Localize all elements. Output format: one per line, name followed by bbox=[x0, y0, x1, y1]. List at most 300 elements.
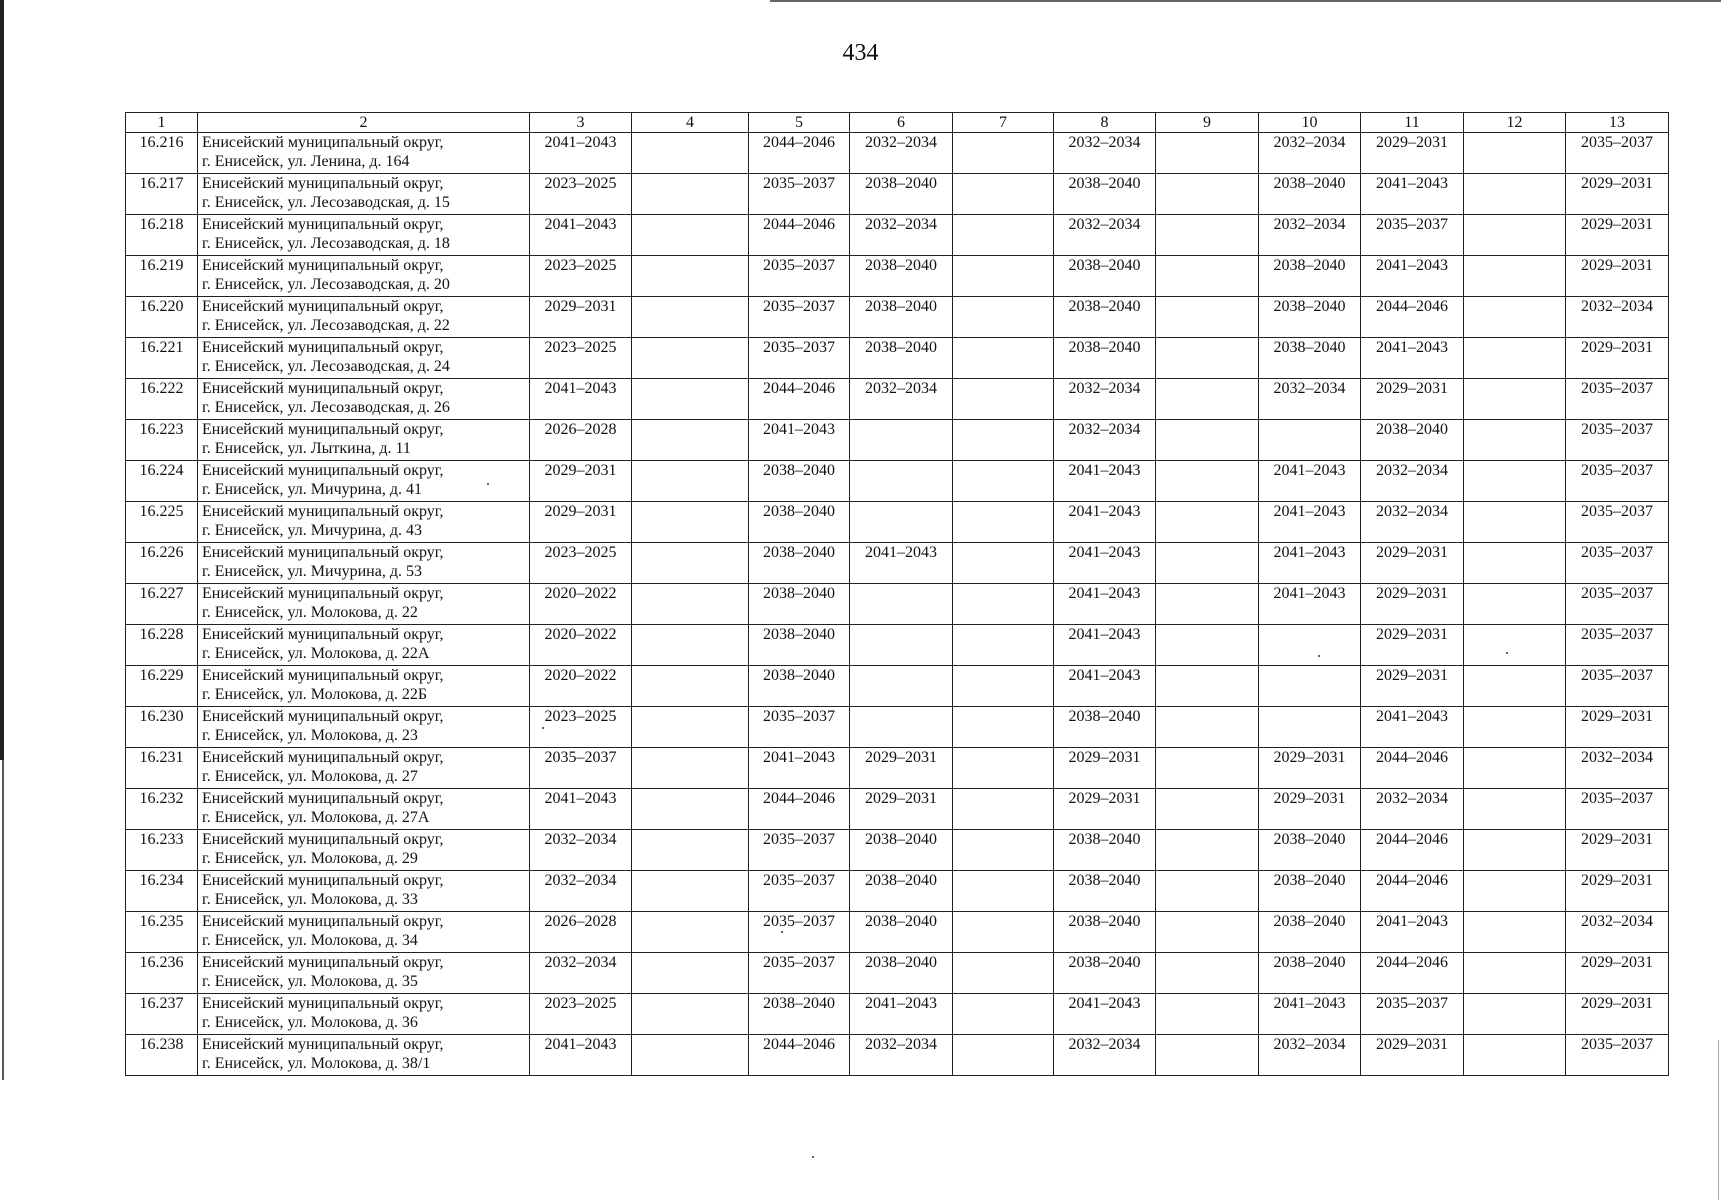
period-cell-col-4 bbox=[632, 1035, 749, 1076]
period-cell-col-4 bbox=[632, 789, 749, 830]
period-cell-col-10: 2038–2040 bbox=[1259, 953, 1361, 994]
period-cell-col-12 bbox=[1464, 133, 1566, 174]
period-cell-col-12 bbox=[1464, 1035, 1566, 1076]
period-cell-col-5: 2044–2046 bbox=[749, 1035, 850, 1076]
address-cell bbox=[198, 338, 530, 379]
period-cell-col-4 bbox=[632, 625, 749, 666]
address-street: г. Енисейск, ул. Молокова, д. 22А bbox=[202, 645, 430, 662]
period-cell-col-7 bbox=[953, 256, 1054, 297]
period-cell-col-5: 2044–2046 bbox=[749, 379, 850, 420]
period-cell-col-6: 2032–2034 bbox=[850, 133, 953, 174]
period-cell-col-4 bbox=[632, 215, 749, 256]
scan-edge-top bbox=[770, 0, 1721, 2]
period-cell-col-5: 2035–2037 bbox=[749, 256, 850, 297]
period-cell-col-9 bbox=[1156, 420, 1259, 461]
period-cell-col-13: 2029–2031 bbox=[1566, 256, 1669, 297]
table-row bbox=[126, 502, 1669, 543]
row-number-cell: 16.223 bbox=[126, 420, 198, 461]
address-cell bbox=[198, 584, 530, 625]
period-cell-col-10: 2032–2034 bbox=[1259, 379, 1361, 420]
period-cell-col-12 bbox=[1464, 666, 1566, 707]
period-cell-col-9 bbox=[1156, 748, 1259, 789]
period-cell-col-11: 2029–2031 bbox=[1361, 625, 1464, 666]
period-cell-col-7 bbox=[953, 502, 1054, 543]
table-row bbox=[126, 215, 1669, 256]
schedule-table bbox=[125, 112, 1669, 1076]
period-cell-col-6: 2038–2040 bbox=[850, 174, 953, 215]
scan-speck bbox=[1506, 652, 1508, 654]
address-cell bbox=[198, 461, 530, 502]
period-cell-col-5: 2038–2040 bbox=[749, 461, 850, 502]
row-number-cell: 16.230 bbox=[126, 707, 198, 748]
period-cell-col-7 bbox=[953, 666, 1054, 707]
period-cell-col-5: 2038–2040 bbox=[749, 625, 850, 666]
period-cell-col-9 bbox=[1156, 502, 1259, 543]
period-cell-col-4 bbox=[632, 994, 749, 1035]
period-cell-col-13: 2032–2034 bbox=[1566, 297, 1669, 338]
table-row bbox=[126, 953, 1669, 994]
period-cell-col-13: 2035–2037 bbox=[1566, 1035, 1669, 1076]
address-street: г. Енисейск, ул. Лесозаводская, д. 22 bbox=[202, 317, 450, 334]
address-cell bbox=[198, 256, 530, 297]
address-street: г. Енисейск, ул. Молокова, д. 27 bbox=[202, 768, 418, 785]
period-cell-col-6: 2029–2031 bbox=[850, 789, 953, 830]
period-cell-col-12 bbox=[1464, 461, 1566, 502]
address-street: г. Енисейск, ул. Лесозаводская, д. 20 bbox=[202, 276, 450, 293]
period-cell-col-3: 2026–2028 bbox=[530, 912, 632, 953]
row-number-cell: 16.236 bbox=[126, 953, 198, 994]
column-header-11: 11 bbox=[1361, 113, 1464, 133]
period-cell-col-7 bbox=[953, 912, 1054, 953]
period-cell-col-11: 2041–2043 bbox=[1361, 912, 1464, 953]
period-cell-col-7 bbox=[953, 953, 1054, 994]
period-cell-col-7 bbox=[953, 338, 1054, 379]
period-cell-col-12 bbox=[1464, 543, 1566, 584]
column-header-13: 13 bbox=[1566, 113, 1669, 133]
period-cell-col-3: 2041–2043 bbox=[530, 789, 632, 830]
table-row bbox=[126, 912, 1669, 953]
period-cell-col-12 bbox=[1464, 912, 1566, 953]
period-cell-col-4 bbox=[632, 871, 749, 912]
period-cell-col-6: 2041–2043 bbox=[850, 543, 953, 584]
period-cell-col-3: 2023–2025 bbox=[530, 256, 632, 297]
period-cell-col-7 bbox=[953, 215, 1054, 256]
address-street: г. Енисейск, ул. Молокова, д. 23 bbox=[202, 727, 418, 744]
period-cell-col-6 bbox=[850, 625, 953, 666]
address-cell bbox=[198, 543, 530, 584]
period-cell-col-3: 2023–2025 bbox=[530, 994, 632, 1035]
period-cell-col-13: 2029–2031 bbox=[1566, 830, 1669, 871]
page-number: 434 bbox=[842, 40, 879, 66]
period-cell-col-6: 2038–2040 bbox=[850, 912, 953, 953]
period-cell-col-11: 2029–2031 bbox=[1361, 543, 1464, 584]
table-row bbox=[126, 748, 1669, 789]
period-cell-col-13: 2035–2037 bbox=[1566, 625, 1669, 666]
period-cell-col-8: 2038–2040 bbox=[1054, 707, 1156, 748]
period-cell-col-10: 2032–2034 bbox=[1259, 215, 1361, 256]
row-number-cell: 16.231 bbox=[126, 748, 198, 789]
period-cell-col-11: 2041–2043 bbox=[1361, 174, 1464, 215]
address-district: Енисейский муниципальный округ, bbox=[202, 585, 444, 602]
period-cell-col-3: 2029–2031 bbox=[530, 297, 632, 338]
period-cell-col-6: 2038–2040 bbox=[850, 953, 953, 994]
row-number-cell: 16.226 bbox=[126, 543, 198, 584]
period-cell-col-11: 2029–2031 bbox=[1361, 379, 1464, 420]
period-cell-col-10: 2038–2040 bbox=[1259, 871, 1361, 912]
address-cell bbox=[198, 502, 530, 543]
period-cell-col-11: 2044–2046 bbox=[1361, 748, 1464, 789]
address-street: г. Енисейск, ул. Лесозаводская, д. 26 bbox=[202, 399, 450, 416]
period-cell-col-3: 2029–2031 bbox=[530, 461, 632, 502]
table-row bbox=[126, 666, 1669, 707]
period-cell-col-13: 2032–2034 bbox=[1566, 748, 1669, 789]
period-cell-col-13: 2035–2037 bbox=[1566, 789, 1669, 830]
period-cell-col-7 bbox=[953, 174, 1054, 215]
period-cell-col-10: 2029–2031 bbox=[1259, 789, 1361, 830]
period-cell-col-3: 2023–2025 bbox=[530, 174, 632, 215]
period-cell-col-12 bbox=[1464, 379, 1566, 420]
period-cell-col-5: 2035–2037 bbox=[749, 707, 850, 748]
period-cell-col-9 bbox=[1156, 215, 1259, 256]
period-cell-col-3: 2023–2025 bbox=[530, 543, 632, 584]
period-cell-col-8: 2038–2040 bbox=[1054, 256, 1156, 297]
address-street: г. Енисейск, ул. Молокова, д. 29 bbox=[202, 850, 418, 867]
period-cell-col-8: 2032–2034 bbox=[1054, 420, 1156, 461]
address-district: Енисейский муниципальный округ, bbox=[202, 954, 444, 971]
period-cell-col-7 bbox=[953, 1035, 1054, 1076]
period-cell-col-5: 2038–2040 bbox=[749, 584, 850, 625]
period-cell-col-10: 2038–2040 bbox=[1259, 912, 1361, 953]
scan-edge-left-lower bbox=[2, 760, 4, 1080]
period-cell-col-4 bbox=[632, 912, 749, 953]
period-cell-col-6 bbox=[850, 666, 953, 707]
period-cell-col-4 bbox=[632, 338, 749, 379]
row-number-cell: 16.220 bbox=[126, 297, 198, 338]
row-number-cell: 16.235 bbox=[126, 912, 198, 953]
address-district: Енисейский муниципальный округ, bbox=[202, 544, 444, 561]
address-cell bbox=[198, 953, 530, 994]
period-cell-col-7 bbox=[953, 461, 1054, 502]
period-cell-col-3: 2041–2043 bbox=[530, 133, 632, 174]
period-cell-col-12 bbox=[1464, 420, 1566, 461]
period-cell-col-11: 2032–2034 bbox=[1361, 502, 1464, 543]
period-cell-col-13: 2029–2031 bbox=[1566, 174, 1669, 215]
address-district: Енисейский муниципальный округ, bbox=[202, 708, 444, 725]
address-street: г. Енисейск, ул. Молокова, д. 22Б bbox=[202, 686, 428, 703]
period-cell-col-10: 2038–2040 bbox=[1259, 338, 1361, 379]
period-cell-col-8: 2038–2040 bbox=[1054, 912, 1156, 953]
period-cell-col-7 bbox=[953, 994, 1054, 1035]
address-street: г. Енисейск, ул. Молокова, д. 38/1 bbox=[202, 1055, 431, 1072]
period-cell-col-12 bbox=[1464, 584, 1566, 625]
period-cell-col-6 bbox=[850, 502, 953, 543]
row-number-cell: 16.221 bbox=[126, 338, 198, 379]
row-number-cell: 16.229 bbox=[126, 666, 198, 707]
period-cell-col-6: 2038–2040 bbox=[850, 830, 953, 871]
period-cell-col-6: 2032–2034 bbox=[850, 379, 953, 420]
address-street: г. Енисейск, ул. Лыткина, д. 11 bbox=[202, 440, 411, 457]
period-cell-col-11: 2044–2046 bbox=[1361, 871, 1464, 912]
scan-speck bbox=[781, 931, 783, 933]
row-number-cell: 16.228 bbox=[126, 625, 198, 666]
address-street: г. Енисейск, ул. Молокова, д. 33 bbox=[202, 891, 418, 908]
row-number-cell: 16.219 bbox=[126, 256, 198, 297]
address-street: г. Енисейск, ул. Ленина, д. 164 bbox=[202, 153, 410, 170]
address-street: г. Енисейск, ул. Лесозаводская, д. 18 bbox=[202, 235, 450, 252]
row-number-cell: 16.222 bbox=[126, 379, 198, 420]
period-cell-col-8: 2041–2043 bbox=[1054, 666, 1156, 707]
period-cell-col-12 bbox=[1464, 707, 1566, 748]
address-district: Енисейский муниципальный округ, bbox=[202, 175, 444, 192]
period-cell-col-4 bbox=[632, 748, 749, 789]
address-cell bbox=[198, 1035, 530, 1076]
period-cell-col-9 bbox=[1156, 707, 1259, 748]
row-number-cell: 16.225 bbox=[126, 502, 198, 543]
address-district: Енисейский муниципальный округ, bbox=[202, 134, 444, 151]
period-cell-col-5: 2035–2037 bbox=[749, 953, 850, 994]
period-cell-col-6: 2029–2031 bbox=[850, 748, 953, 789]
period-cell-col-4 bbox=[632, 953, 749, 994]
period-cell-col-3: 2032–2034 bbox=[530, 830, 632, 871]
address-district: Енисейский муниципальный округ, bbox=[202, 380, 444, 397]
period-cell-col-6: 2038–2040 bbox=[850, 871, 953, 912]
table-row bbox=[126, 174, 1669, 215]
address-cell bbox=[198, 871, 530, 912]
period-cell-col-10: 2038–2040 bbox=[1259, 297, 1361, 338]
period-cell-col-9 bbox=[1156, 338, 1259, 379]
period-cell-col-4 bbox=[632, 830, 749, 871]
period-cell-col-8: 2041–2043 bbox=[1054, 502, 1156, 543]
column-header-2: 2 bbox=[198, 113, 530, 133]
period-cell-col-11: 2041–2043 bbox=[1361, 707, 1464, 748]
period-cell-col-9 bbox=[1156, 625, 1259, 666]
period-cell-col-5: 2038–2040 bbox=[749, 543, 850, 584]
period-cell-col-10: 2038–2040 bbox=[1259, 174, 1361, 215]
period-cell-col-7 bbox=[953, 748, 1054, 789]
period-cell-col-5: 2038–2040 bbox=[749, 994, 850, 1035]
row-number-cell: 16.232 bbox=[126, 789, 198, 830]
address-cell bbox=[198, 133, 530, 174]
period-cell-col-4 bbox=[632, 379, 749, 420]
row-number-cell: 16.233 bbox=[126, 830, 198, 871]
period-cell-col-3: 2023–2025 bbox=[530, 707, 632, 748]
period-cell-col-3: 2020–2022 bbox=[530, 666, 632, 707]
address-street: г. Енисейск, ул. Мичурина, д. 53 bbox=[202, 563, 422, 580]
period-cell-col-5: 2041–2043 bbox=[749, 420, 850, 461]
address-street: г. Енисейск, ул. Молокова, д. 27А bbox=[202, 809, 430, 826]
period-cell-col-13: 2029–2031 bbox=[1566, 953, 1669, 994]
period-cell-col-8: 2038–2040 bbox=[1054, 871, 1156, 912]
period-cell-col-9 bbox=[1156, 133, 1259, 174]
period-cell-col-13: 2035–2037 bbox=[1566, 502, 1669, 543]
period-cell-col-13: 2032–2034 bbox=[1566, 912, 1669, 953]
period-cell-col-8: 2032–2034 bbox=[1054, 215, 1156, 256]
address-district: Енисейский муниципальный округ, bbox=[202, 790, 444, 807]
table-row bbox=[126, 338, 1669, 379]
period-cell-col-10: 2041–2043 bbox=[1259, 461, 1361, 502]
period-cell-col-12 bbox=[1464, 871, 1566, 912]
address-district: Енисейский муниципальный округ, bbox=[202, 626, 444, 643]
period-cell-col-9 bbox=[1156, 174, 1259, 215]
period-cell-col-8: 2032–2034 bbox=[1054, 1035, 1156, 1076]
scan-speck bbox=[487, 483, 489, 485]
period-cell-col-6: 2041–2043 bbox=[850, 994, 953, 1035]
table-row bbox=[126, 1035, 1669, 1076]
period-cell-col-5: 2035–2037 bbox=[749, 912, 850, 953]
table-row bbox=[126, 871, 1669, 912]
period-cell-col-6: 2038–2040 bbox=[850, 256, 953, 297]
period-cell-col-12 bbox=[1464, 215, 1566, 256]
address-cell bbox=[198, 666, 530, 707]
period-cell-col-10 bbox=[1259, 666, 1361, 707]
period-cell-col-10: 2038–2040 bbox=[1259, 830, 1361, 871]
period-cell-col-7 bbox=[953, 871, 1054, 912]
address-street: г. Енисейск, ул. Молокова, д. 22 bbox=[202, 604, 418, 621]
period-cell-col-7 bbox=[953, 133, 1054, 174]
row-number-cell: 16.234 bbox=[126, 871, 198, 912]
period-cell-col-5: 2035–2037 bbox=[749, 871, 850, 912]
column-header-10: 10 bbox=[1259, 113, 1361, 133]
period-cell-col-9 bbox=[1156, 666, 1259, 707]
period-cell-col-3: 2041–2043 bbox=[530, 1035, 632, 1076]
period-cell-col-13: 2035–2037 bbox=[1566, 543, 1669, 584]
period-cell-col-3: 2026–2028 bbox=[530, 420, 632, 461]
period-cell-col-13: 2035–2037 bbox=[1566, 133, 1669, 174]
column-header-12: 12 bbox=[1464, 113, 1566, 133]
address-cell bbox=[198, 420, 530, 461]
column-header-4: 4 bbox=[632, 113, 749, 133]
period-cell-col-5: 2044–2046 bbox=[749, 789, 850, 830]
row-number-cell: 16.216 bbox=[126, 133, 198, 174]
table-row bbox=[126, 133, 1669, 174]
address-street: г. Енисейск, ул. Молокова, д. 36 bbox=[202, 1014, 418, 1031]
period-cell-col-4 bbox=[632, 297, 749, 338]
period-cell-col-4 bbox=[632, 420, 749, 461]
row-number-cell: 16.224 bbox=[126, 461, 198, 502]
period-cell-col-6 bbox=[850, 707, 953, 748]
period-cell-col-12 bbox=[1464, 994, 1566, 1035]
period-cell-col-13: 2035–2037 bbox=[1566, 461, 1669, 502]
address-district: Енисейский муниципальный округ, bbox=[202, 913, 444, 930]
period-cell-col-4 bbox=[632, 584, 749, 625]
period-cell-col-10: 2041–2043 bbox=[1259, 543, 1361, 584]
table-row bbox=[126, 420, 1669, 461]
period-cell-col-11: 2035–2037 bbox=[1361, 994, 1464, 1035]
address-district: Енисейский муниципальный округ, bbox=[202, 831, 444, 848]
address-street: г. Енисейск, ул. Лесозаводская, д. 15 bbox=[202, 194, 450, 211]
period-cell-col-13: 2029–2031 bbox=[1566, 215, 1669, 256]
period-cell-col-5: 2044–2046 bbox=[749, 215, 850, 256]
address-district: Енисейский муниципальный округ, bbox=[202, 1036, 444, 1053]
period-cell-col-9 bbox=[1156, 461, 1259, 502]
period-cell-col-11: 2029–2031 bbox=[1361, 666, 1464, 707]
period-cell-col-11: 2041–2043 bbox=[1361, 256, 1464, 297]
period-cell-col-12 bbox=[1464, 256, 1566, 297]
period-cell-col-13: 2035–2037 bbox=[1566, 666, 1669, 707]
address-district: Енисейский муниципальный округ, bbox=[202, 667, 444, 684]
table-row bbox=[126, 543, 1669, 584]
column-header-3: 3 bbox=[530, 113, 632, 133]
period-cell-col-11: 2044–2046 bbox=[1361, 297, 1464, 338]
period-cell-col-11: 2038–2040 bbox=[1361, 420, 1464, 461]
address-district: Енисейский муниципальный округ, bbox=[202, 462, 444, 479]
period-cell-col-6: 2032–2034 bbox=[850, 215, 953, 256]
table-row bbox=[126, 461, 1669, 502]
period-cell-col-13: 2035–2037 bbox=[1566, 584, 1669, 625]
address-cell bbox=[198, 297, 530, 338]
period-cell-col-8: 2038–2040 bbox=[1054, 953, 1156, 994]
period-cell-col-11: 2035–2037 bbox=[1361, 215, 1464, 256]
period-cell-col-10 bbox=[1259, 625, 1361, 666]
table-row bbox=[126, 379, 1669, 420]
period-cell-col-10: 2032–2034 bbox=[1259, 1035, 1361, 1076]
period-cell-col-10 bbox=[1259, 707, 1361, 748]
period-cell-col-7 bbox=[953, 297, 1054, 338]
address-district: Енисейский муниципальный округ, bbox=[202, 421, 444, 438]
period-cell-col-12 bbox=[1464, 297, 1566, 338]
period-cell-col-5: 2038–2040 bbox=[749, 502, 850, 543]
address-cell bbox=[198, 707, 530, 748]
address-cell bbox=[198, 748, 530, 789]
period-cell-col-10: 2038–2040 bbox=[1259, 256, 1361, 297]
column-header-1: 1 bbox=[126, 113, 198, 133]
period-cell-col-3: 2035–2037 bbox=[530, 748, 632, 789]
period-cell-col-8: 2041–2043 bbox=[1054, 584, 1156, 625]
period-cell-col-8: 2029–2031 bbox=[1054, 789, 1156, 830]
period-cell-col-9 bbox=[1156, 830, 1259, 871]
period-cell-col-7 bbox=[953, 420, 1054, 461]
address-cell bbox=[198, 174, 530, 215]
period-cell-col-9 bbox=[1156, 297, 1259, 338]
address-district: Енисейский муниципальный округ, bbox=[202, 872, 444, 889]
address-cell bbox=[198, 789, 530, 830]
row-number-cell: 16.237 bbox=[126, 994, 198, 1035]
address-district: Енисейский муниципальный округ, bbox=[202, 257, 444, 274]
period-cell-col-11: 2029–2031 bbox=[1361, 1035, 1464, 1076]
period-cell-col-4 bbox=[632, 133, 749, 174]
period-cell-col-13: 2029–2031 bbox=[1566, 871, 1669, 912]
period-cell-col-9 bbox=[1156, 379, 1259, 420]
period-cell-col-12 bbox=[1464, 748, 1566, 789]
address-district: Енисейский муниципальный округ, bbox=[202, 503, 444, 520]
period-cell-col-9 bbox=[1156, 256, 1259, 297]
period-cell-col-3: 2020–2022 bbox=[530, 625, 632, 666]
address-street: г. Енисейск, ул. Молокова, д. 34 bbox=[202, 932, 418, 949]
period-cell-col-8: 2041–2043 bbox=[1054, 461, 1156, 502]
period-cell-col-13: 2035–2037 bbox=[1566, 379, 1669, 420]
address-cell bbox=[198, 912, 530, 953]
period-cell-col-5: 2035–2037 bbox=[749, 174, 850, 215]
period-cell-col-12 bbox=[1464, 338, 1566, 379]
period-cell-col-4 bbox=[632, 256, 749, 297]
period-cell-col-3: 2032–2034 bbox=[530, 871, 632, 912]
period-cell-col-3: 2041–2043 bbox=[530, 215, 632, 256]
address-street: г. Енисейск, ул. Мичурина, д. 43 bbox=[202, 522, 422, 539]
address-district: Енисейский муниципальный округ, bbox=[202, 298, 444, 315]
period-cell-col-9 bbox=[1156, 543, 1259, 584]
period-cell-col-6 bbox=[850, 584, 953, 625]
address-street: г. Енисейск, ул. Мичурина, д. 41 bbox=[202, 481, 422, 498]
table-body bbox=[126, 133, 1669, 1076]
address-cell bbox=[198, 379, 530, 420]
period-cell-col-5: 2035–2037 bbox=[749, 830, 850, 871]
period-cell-col-11: 2029–2031 bbox=[1361, 133, 1464, 174]
period-cell-col-10: 2041–2043 bbox=[1259, 502, 1361, 543]
period-cell-col-11: 2029–2031 bbox=[1361, 584, 1464, 625]
table-row bbox=[126, 994, 1669, 1035]
period-cell-col-5: 2035–2037 bbox=[749, 338, 850, 379]
period-cell-col-8: 2032–2034 bbox=[1054, 379, 1156, 420]
